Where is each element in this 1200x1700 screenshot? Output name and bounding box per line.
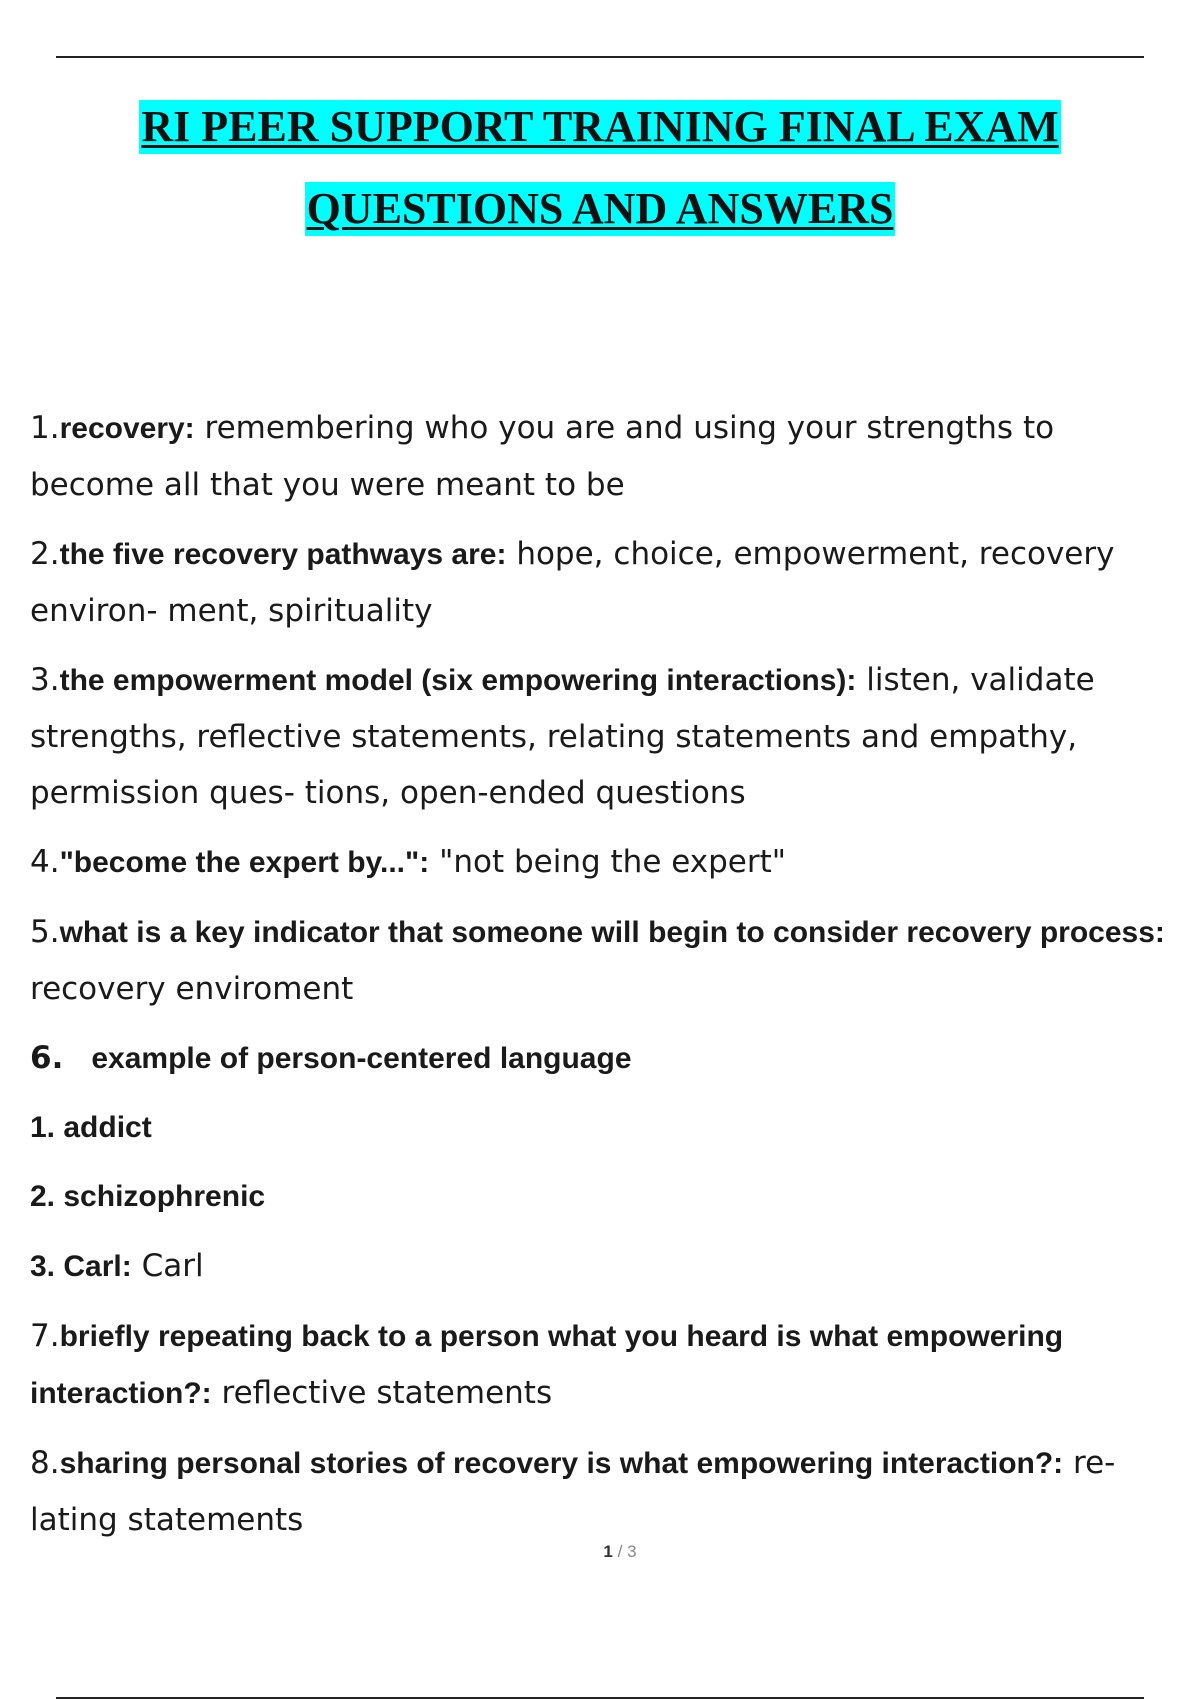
question: recovery: — [59, 412, 195, 445]
page-separator: / — [617, 1542, 623, 1561]
total-pages: 3 — [627, 1542, 637, 1561]
option-3 — [30, 1238, 1180, 1295]
question: briefly repeating back to a person what you heard is what empowering interaction?: — [30, 1320, 1064, 1410]
document-title — [0, 100, 1200, 236]
qa-item-4 — [30, 834, 1180, 891]
qa-item-3 — [30, 652, 1180, 821]
item-number: 8. — [30, 1445, 60, 1481]
item-number: 2. — [30, 536, 60, 572]
option-text: addict — [63, 1111, 152, 1144]
question: what is a key indicator that someone will begin to consider recovery process: — [59, 916, 1165, 949]
qa-list — [30, 400, 1180, 1561]
item-number: 4. — [30, 844, 60, 880]
option-number: 1. — [30, 1111, 56, 1144]
question: the five recovery pathways are: — [59, 538, 507, 571]
answer: "not being the expert" — [429, 844, 787, 880]
qa-item-6-heading — [30, 1030, 1180, 1087]
item-number: 1. — [30, 410, 60, 446]
option-text: Carl: — [63, 1250, 132, 1283]
question: sharing personal stories of recovery is what empowering interaction?: — [59, 1447, 1064, 1480]
qa-item-7 — [30, 1308, 1180, 1422]
option-number: 2. — [30, 1180, 56, 1213]
question: the empowerment model (six empowering interactions): — [59, 664, 857, 697]
qa-item-1 — [30, 400, 1180, 513]
question: "become the expert by...": — [59, 846, 430, 879]
top-divider — [56, 56, 1144, 58]
current-page: 1 — [603, 1542, 613, 1561]
question: example of person-centered language — [91, 1042, 632, 1075]
bottom-divider — [56, 1697, 1144, 1699]
answer: remembering who you are and using your strengths to become all that you were meant to be — [30, 410, 1055, 503]
item-number: 7. — [30, 1318, 60, 1354]
item-number: 6. — [30, 1040, 64, 1076]
answer: hope, choice, empowerment, recovery environ- ment, spirituality — [30, 536, 1115, 629]
page-indicator — [0, 1542, 1200, 1562]
answer: listen, validate strengths, reflective statements, relating statements and empathy, permission ques- tions, open-ended questions — [30, 662, 1095, 811]
item-number: 3. — [30, 662, 60, 698]
option-text: schizophrenic — [63, 1180, 266, 1213]
answer: reflective statements — [211, 1375, 553, 1411]
option-1 — [30, 1100, 1180, 1156]
qa-item-5 — [30, 904, 1180, 1017]
title-line-1: RI PEER SUPPORT TRAINING FINAL EXAM — [139, 100, 1060, 154]
answer: Carl — [131, 1248, 204, 1284]
title-line-2: QUESTIONS AND ANSWERS — [305, 182, 896, 236]
option-number: 3. — [30, 1250, 56, 1283]
qa-item-2 — [30, 526, 1180, 639]
item-number: 5. — [30, 914, 60, 950]
option-2 — [30, 1169, 1180, 1225]
answer: re- lating statements — [30, 1445, 1116, 1538]
answer: recovery enviroment — [30, 971, 354, 1007]
qa-item-8 — [30, 1435, 1180, 1548]
